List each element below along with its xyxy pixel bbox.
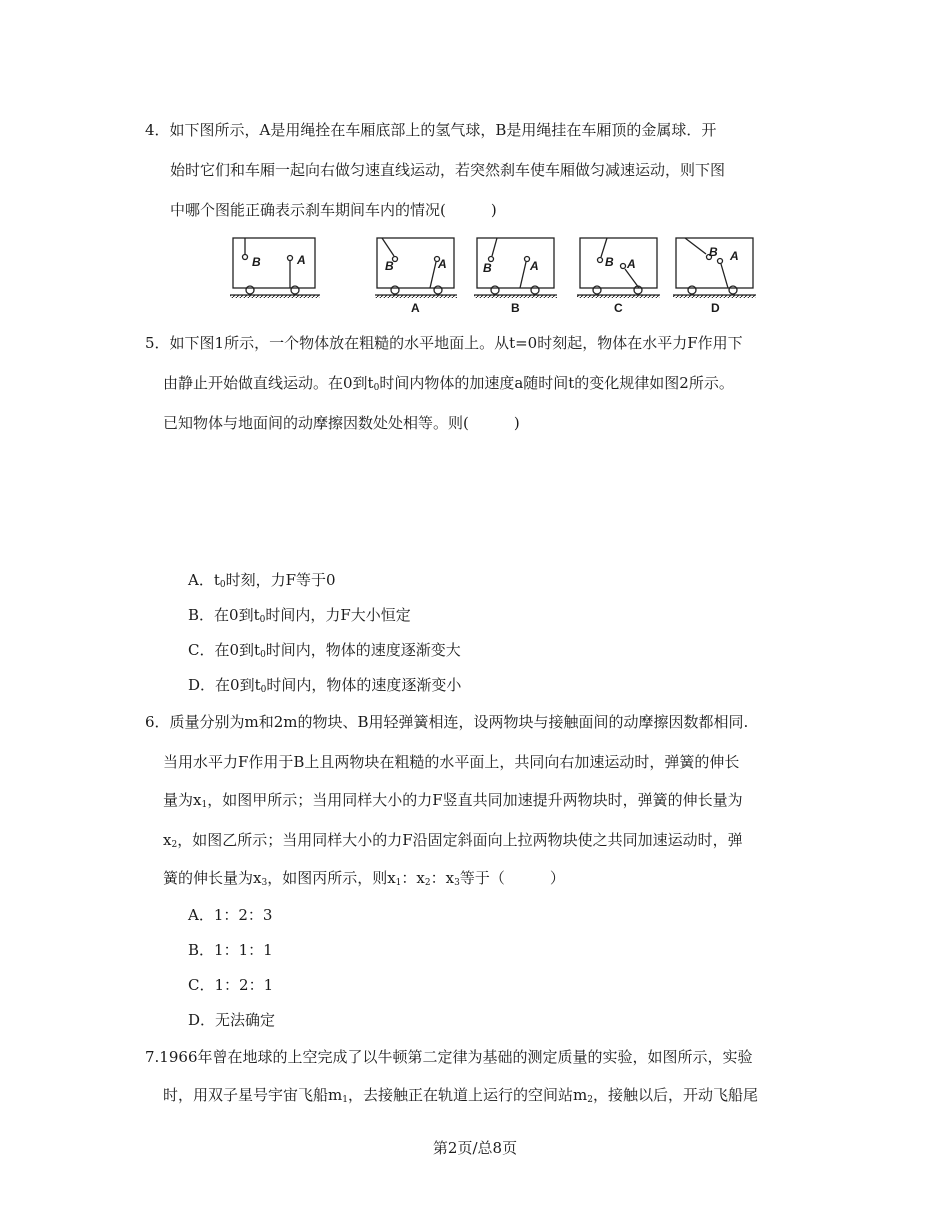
- label-ball-b: B: [709, 245, 718, 259]
- q6-line-5: 簧的伸长量为$x_3$，如图丙所示，则$x_1$：$x_2$：$x_3$等于（ ）: [163, 869, 565, 888]
- q7-line-1: 7.1966年曾在地球的上空完成了以牛顿第二定律为基础的测定质量的实验，如图所示，实验: [145, 1048, 753, 1066]
- q4-figure: [225, 233, 765, 318]
- q4-line-1: 4．如下图所示，A是用绳拴在车厢底部上的氢气球，B是用绳挂在车厢顶的金属球．开: [145, 121, 717, 139]
- label-ball-a: A: [530, 259, 539, 273]
- car-original: [230, 238, 320, 298]
- q5-option-b: B．在0到$t_0$时间内，力F大小恒定: [188, 606, 411, 625]
- q5-option-d: D．在0到$t_0$时间内，物体的速度逐渐变小: [188, 676, 462, 695]
- q6-line-1: 6．质量分别为m和2m的物块、B用轻弹簧相连，设两物块与接触面间的动摩擦因数都相同.: [145, 713, 749, 731]
- q6-line-3: 量为$x_1$，如图甲所示；当用同样大小的力F竖直共同加速提升两物块时，弹簧的伸长量为: [163, 791, 743, 810]
- q7-line-2: 时，用双子星号宇宙飞船$m_1$，去接触正在轨道上运行的空间站$m_2$，接触以后，开动飞船尾: [163, 1086, 758, 1105]
- car-option-c: [577, 238, 660, 298]
- car-diagrams: [225, 233, 765, 318]
- label-ball-a: A: [627, 257, 636, 271]
- figure-label-c: C: [614, 301, 623, 315]
- q6-option-b: B．1：1：1: [188, 941, 273, 959]
- q6-option-a: A．1：2：3: [188, 906, 273, 924]
- label-ball-a: A: [730, 249, 739, 263]
- figure-label-d: D: [711, 301, 720, 315]
- q5-line-2: 由静止开始做直线运动。在0到$t_0$时间内物体的加速度a随时间t的变化规律如图2所示。: [163, 374, 734, 393]
- q5-option-a: A．$t_0$时刻，力F等于0: [188, 571, 336, 590]
- q4-line-3: 中哪个图能正确表示刹车期间车内的情况( ): [170, 201, 497, 219]
- q6-option-c: C．1：2：1: [188, 976, 274, 994]
- label-ball-b: B: [385, 259, 394, 273]
- figure-label-a: A: [411, 301, 420, 315]
- q4-line-2: 始时它们和车厢一起向右做匀速直线运动，若突然刹车使车厢做匀减速运动，则下图: [170, 161, 726, 179]
- label-ball-a: A: [297, 253, 306, 267]
- label-ball-b: B: [605, 255, 614, 269]
- q5-line-1: 5．如下图1所示，一个物体放在粗糙的水平地面上。从t=0时刻起，物体在水平力F作用下: [145, 334, 743, 352]
- q5-option-c: C．在0到$t_0$时间内，物体的速度逐渐变大: [188, 641, 461, 660]
- label-ball-b: B: [252, 255, 261, 269]
- label-ball-a: A: [438, 257, 447, 271]
- q6-option-d: D．无法确定: [188, 1011, 276, 1029]
- label-ball-b: B: [483, 261, 492, 275]
- q5-line-3: 已知物体与地面间的动摩擦因数处处相等。则( ): [163, 414, 520, 432]
- page-footer: 第2页/总8页: [432, 1139, 518, 1157]
- q6-line-4: $x_2$，如图乙所示；当用同样大小的力F沿固定斜面向上拉两物块使之共同加速运动时，弹: [163, 831, 743, 850]
- q6-line-2: 当用水平力F作用于B上且两物块在粗糙的水平面上，共同向右加速运动时，弹簧的伸长: [163, 753, 740, 771]
- figure-label-b: B: [511, 301, 520, 315]
